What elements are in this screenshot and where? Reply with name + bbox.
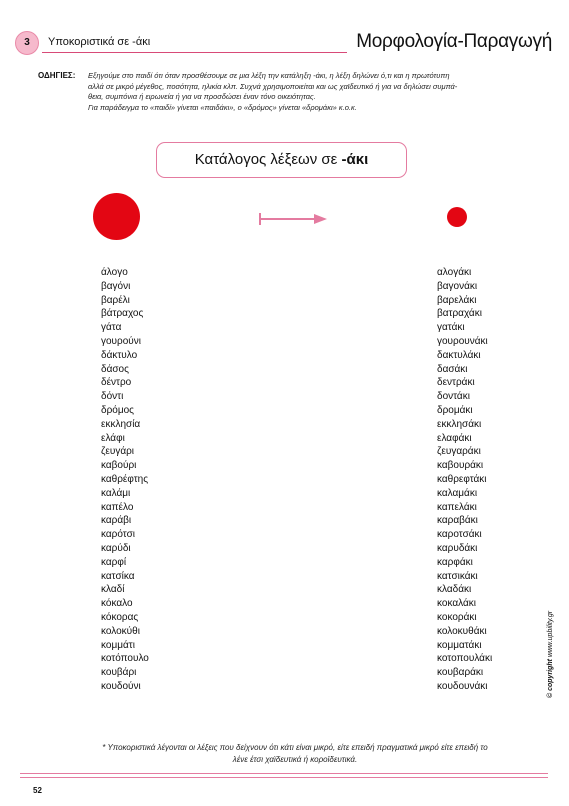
base-word: καλάμι: [101, 487, 131, 499]
diminutive-word: καβουράκι: [437, 460, 484, 472]
diminutive-word: δακτυλάκι: [437, 349, 481, 361]
diminutive-word: κουδουνάκι: [437, 680, 488, 692]
base-word: καρύδι: [101, 542, 131, 554]
base-words-list: [101, 266, 149, 694]
diminutive-word: δοντάκι: [437, 391, 470, 403]
diminutive-word: δασάκι: [437, 363, 468, 375]
section-title: Μορφολογία-Παραγωγή: [356, 31, 552, 52]
footer-rule: [20, 777, 548, 778]
instructions-line: αλλά σε μικρό μέγεθος, ποσότητα, ηλικία κλπ. Συχνά χρησιμοποιείται και ως χαϊδευτικό ή για να δηλώσει συμπά-: [88, 81, 458, 91]
diminutive-word: κατσικάκι: [437, 570, 478, 582]
lesson-number-badge: 3: [15, 31, 39, 55]
diminutive-word: κοκαλάκι: [437, 598, 476, 610]
base-word: καβούρι: [101, 460, 137, 472]
base-word: κατσίκα: [101, 570, 135, 582]
diminutive-word: δρομάκι: [437, 404, 473, 416]
diminutive-word: βαρελάκι: [437, 294, 477, 306]
diminutive-word: καλαμάκι: [437, 487, 478, 499]
catalog-title-box: [156, 142, 407, 178]
diminutive-word: δεντράκι: [437, 377, 475, 389]
diminutive-word: βαγονάκι: [437, 280, 478, 292]
base-word: καθρέφτης: [101, 473, 149, 485]
footnote: [60, 742, 530, 766]
diminutive-word: ελαφάκι: [437, 432, 472, 444]
base-word: γάτα: [101, 322, 122, 334]
diminutive-word: καροτσάκι: [437, 529, 482, 541]
right-arrow-icon: [258, 212, 328, 226]
base-word: κουβάρι: [101, 667, 137, 679]
footer-rule: [20, 773, 548, 774]
base-word: άλογο: [101, 267, 128, 278]
instructions-label: ΟΔΗΓΙΕΣ:: [38, 71, 76, 80]
base-word: δόντι: [101, 391, 124, 403]
large-red-circle-icon: [93, 193, 140, 240]
instructions-text: [88, 71, 548, 113]
base-word: δάσος: [101, 363, 129, 375]
diminutive-word: καπελάκι: [437, 501, 477, 513]
base-word: κοτόπουλο: [101, 653, 149, 665]
instructions-block: [38, 71, 548, 113]
small-red-circle-icon: [447, 207, 467, 227]
diminutive-word: καρυδάκι: [437, 542, 478, 554]
base-word: κόκαλο: [101, 598, 133, 610]
footnote-line: * Υποκοριστικά λέγονται οι λέξεις που δείχνουν ότι κάτι είναι μικρό, είτε επειδή πραγματικά μικρό είτε επειδή το: [102, 743, 488, 752]
diminutive-words-list: [437, 266, 492, 694]
diminutive-word: κοκοράκι: [437, 611, 477, 623]
diminutive-word: γατάκι: [437, 322, 465, 334]
base-word: καπέλο: [101, 501, 134, 513]
diminutive-word: ζευγαράκι: [437, 446, 481, 458]
diminutive-word: κοτοπουλάκι: [437, 653, 493, 665]
base-word: καρότσι: [101, 529, 135, 541]
diminutive-word: κουβαράκι: [437, 667, 484, 679]
base-word: βάτραχος: [101, 308, 144, 320]
base-word: βαρέλι: [101, 294, 130, 306]
copyright-notice: [547, 611, 554, 698]
diminutive-word: καθρεφτάκι: [437, 473, 487, 485]
diminutive-word: κολοκυθάκι: [437, 625, 487, 637]
base-word: κόκορας: [101, 611, 139, 623]
base-word: κομμάτι: [101, 639, 135, 651]
diminutive-word: γουρουνάκι: [437, 335, 488, 347]
base-word: κουδούνι: [101, 680, 141, 692]
diminutive-word: αλογάκι: [437, 267, 472, 278]
catalog-title-suffix: -άκι: [341, 151, 369, 168]
catalog-title-prefix: Κατάλογος λέξεων σε: [194, 151, 342, 168]
base-word: κλαδί: [101, 584, 125, 596]
instructions-line: θεια, συμπόνια ή ειρωνεία ή για να προσδώσει έναν τόνο οικειότητας.: [88, 92, 316, 101]
page-number: 52: [33, 786, 42, 795]
copyright-site: www.upbility.gr: [547, 610, 554, 659]
diminutive-word: κλαδάκι: [437, 584, 472, 596]
diminutive-word: καραβάκι: [437, 515, 478, 527]
base-word: δρόμος: [101, 404, 134, 416]
base-word: ελάφι: [101, 432, 125, 444]
base-word: γουρούνι: [101, 335, 141, 347]
instructions-line: Εξηγούμε στο παιδί ότι όταν προσθέσουμε σε μια λέξη την κατάληξη -άκι, η λέξη δηλώνει ό,τι και η πρωτότυπη: [88, 71, 450, 80]
copyright-prefix: © copyright: [547, 659, 554, 698]
lesson-title: Υποκοριστικά σε -άκι: [48, 36, 151, 48]
diminutive-word: καρφάκι: [437, 556, 473, 568]
instructions-line: Για παράδειγμα το «παιδί» γίνεται «παιδάκι», ο «δρόμος» γίνεται «δρομάκι» κ.ο.κ.: [88, 102, 357, 112]
diminutive-word: βατραχάκι: [437, 308, 482, 320]
diminutive-word: εκκλησάκι: [437, 418, 482, 430]
footnote-line: λένε έτσι χαϊδευτικά ή κοροϊδευτικά.: [232, 755, 358, 764]
diminutive-word: κομματάκι: [437, 639, 482, 651]
base-word: κολοκύθι: [101, 625, 140, 637]
header-underline: [42, 52, 347, 53]
base-word: καράβι: [101, 515, 132, 527]
base-word: καρφί: [101, 556, 127, 568]
page-header: [10, 28, 558, 58]
base-word: ζευγάρι: [101, 446, 135, 458]
base-word: βαγόνι: [101, 280, 131, 292]
base-word: δέντρο: [101, 377, 132, 389]
base-word: εκκλησία: [101, 418, 141, 430]
base-word: δάκτυλο: [101, 349, 138, 361]
